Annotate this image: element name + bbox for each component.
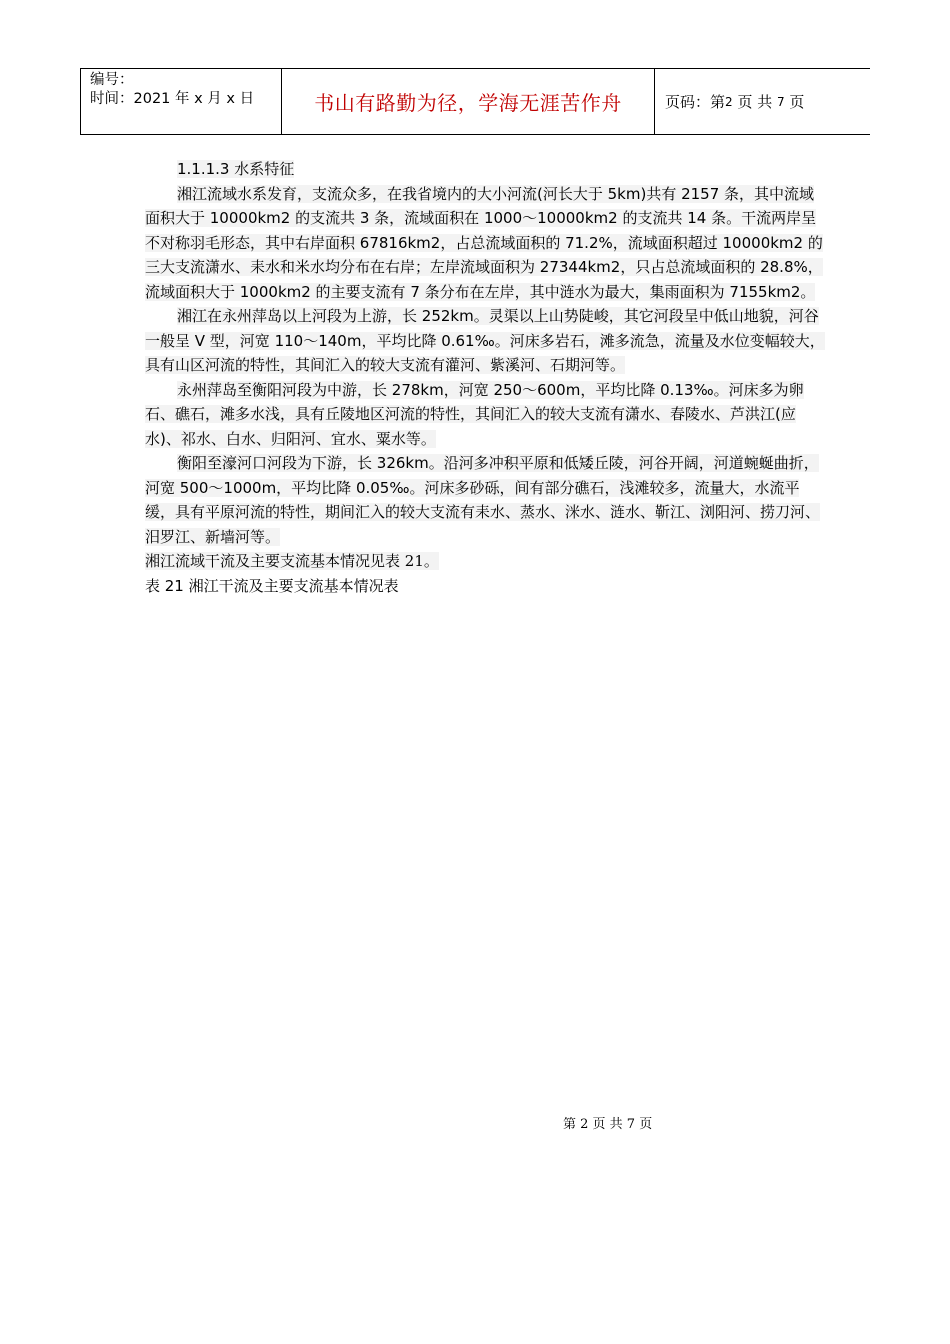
body-paragraph: 湘江在永州萍岛以上河段为上游，长 252km。灵渠以上山势陡峻，其它河段呈中低山地貌，河谷一般呈 V 型，河宽 110～140m，平均比降 0.61‰。河床多岩石，滩多流急，流量及水位变幅较大，具有山区河流的特性，其间汇入的较大支流有灌河、紫溪河、石期河等。 bbox=[145, 307, 825, 374]
table-reference: 湘江流域干流及主要支流基本情况见表 21。 bbox=[145, 552, 439, 570]
body-paragraph: 永州萍岛至衡阳河段为中游，长 278km，河宽 250～600m，平均比降 0.13‰。河床多为卵石、礁石，滩多水浅，具有丘陵地区河流的特性，其间汇入的较大支流有潇水、春陵水、芦洪江(应水)、祁水、白水、归阳河、宜水、粟水等。 bbox=[145, 380, 804, 448]
page-footer: 第 2 页 共 7 页 bbox=[563, 1117, 653, 1132]
document-header-table bbox=[80, 68, 870, 135]
header-page-current: 2 bbox=[725, 94, 733, 109]
body-paragraph: 衡阳至濠河口河段为下游，长 326km。沿河多冲积平原和低矮丘陵，河谷开阔，河道蜿蜒曲折，河宽 500～1000m，平均比降 0.05‰。河床多砂砾，间有部分礁石，浅滩较多，流量大，水流平缓，具有平原河流的特性，期间汇入的较大支流有耒水、蒸水、洣水、涟水、靳江、浏阳河、捞刀河、汨罗江、新墙河等。 bbox=[145, 454, 821, 546]
table-caption: 表 21 湘江干流及主要支流基本情况表 bbox=[145, 576, 399, 595]
section-heading: 1.1.1.3 水系特征 bbox=[177, 160, 295, 178]
header-meta-cell bbox=[81, 69, 282, 134]
header-page-suffix: 页 bbox=[789, 93, 805, 111]
document-date-label: 时间：2021 年 x 月 x 日 bbox=[90, 91, 255, 107]
header-motto-cell bbox=[282, 69, 655, 134]
document-number-label: 编号： bbox=[90, 72, 134, 88]
body-paragraph: 湘江流域水系发育，支流众多，在我省境内的大小河流(河长大于 5km)共有 2157 条，其中流域面积大于 10000km2 的支流共 3 条，流域面积在 1000～10000km2 的支流共 14 条。干流两岸呈不对称羽毛形态，其中右岸面积 67816km2，占总流域面积的 71.2%，流域面积超过 10000km2 的三大支流潇水、耒水和米水均分布在右岸；左岸流域面积为 27344km2，只占总流域面积的 28.8%，流域面积大于 1000km2 的主要支流有 7 条分布在左岸，其中涟水为最大，集雨面积为 7155km2。 bbox=[145, 184, 823, 301]
header-page-cell bbox=[655, 69, 870, 134]
header-page-prefix: 页码：第 bbox=[665, 93, 726, 111]
header-motto: 书山有路勤为径，学海无涯苦作舟 bbox=[314, 91, 622, 115]
header-page-middle: 页 共 bbox=[737, 93, 773, 111]
document-body bbox=[145, 157, 825, 598]
header-page-total: 7 bbox=[777, 94, 785, 109]
